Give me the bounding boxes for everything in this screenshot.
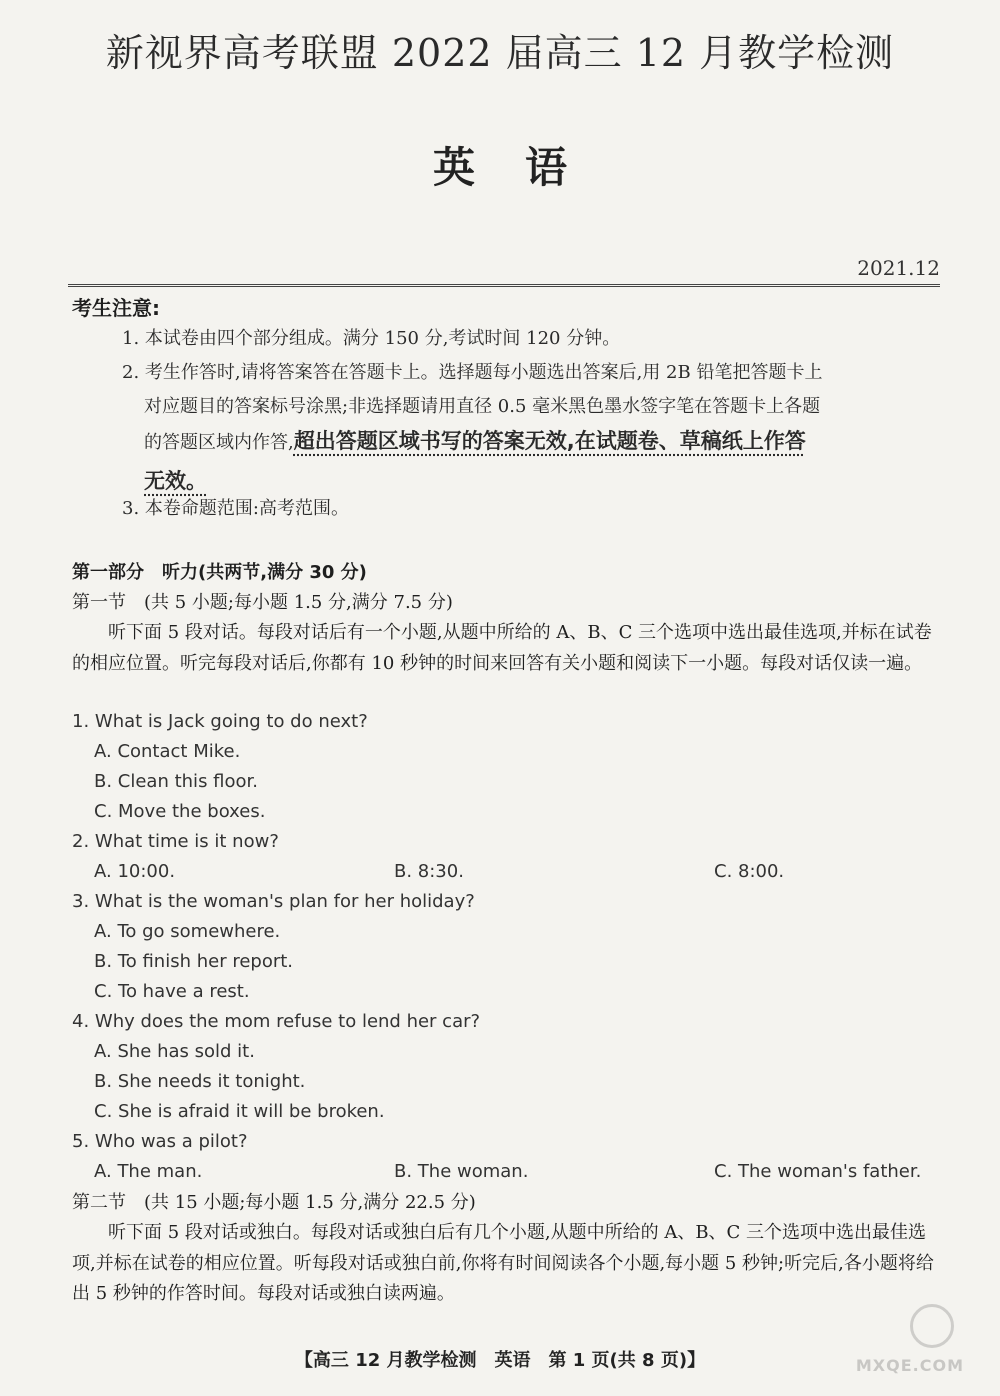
question-2-option-b: B. 8:30. <box>394 861 464 882</box>
exam-date: 2021.12 <box>857 256 940 280</box>
notice-item-3: 3. 本卷命题范围:高考范围。 <box>122 498 349 519</box>
question-5-options <box>72 1157 940 1187</box>
watermark-text: MXQE.COM <box>855 1356 964 1375</box>
question-1-option-c: C. Move the boxes. <box>94 801 266 822</box>
question-4-stem: 4. Why does the mom refuse to lend her car? <box>72 1011 481 1032</box>
question-2-option-a: A. 10:00. <box>94 861 176 882</box>
question-3-option-b: B. To finish her report. <box>94 951 294 972</box>
question-5-option-b: B. The woman. <box>394 1161 529 1182</box>
question-5 <box>72 1127 940 1187</box>
notice-item-2-line2: 对应题目的答案标号涂黑;非选择题请用直径 0.5 毫米黑色墨水签字笔在答题卡上各题 <box>144 396 821 417</box>
question-3-option-c: C. To have a rest. <box>94 981 250 1002</box>
section1-instructions: 听下面 5 段对话。每段对话后有一个小题,从题中所给的 A、B、C 三个选项中选出最佳选项,并标在试卷的相应位置。听完每段对话后,你都有 10 秒钟的时间来回答有关小题和阅读下一小题。每段对话仅读一遍。 <box>72 622 932 674</box>
notice-item-2-line3 <box>122 424 940 460</box>
question-4-option-c: C. She is afraid it will be broken. <box>94 1101 385 1122</box>
question-5-stem: 5. Who was a pilot? <box>72 1131 248 1152</box>
question-1-stem: 1. What is Jack going to do next? <box>72 711 368 732</box>
header-divider <box>68 284 940 287</box>
question-1-option-b: B. Clean this floor. <box>94 771 258 792</box>
notice-item-2-line1: 2. 考生作答时,请将答案答在答题卡上。选择题每小题选出答案后,用 2B 铅笔把答题卡上 <box>122 362 823 383</box>
question-1-option-a: A. Contact Mike. <box>94 741 241 762</box>
question-2-options <box>72 857 940 887</box>
question-1 <box>72 707 940 827</box>
question-2-option-c: C. 8:00. <box>714 861 785 882</box>
question-3-option-a: A. To go somewhere. <box>94 921 281 942</box>
part1-heading: 第一部分 听力(共两节,满分 30 分) <box>72 562 367 583</box>
notice-item-2-emphasis-a: 超出答题区域书写的答案无效,在试题卷、草稿纸上作答 <box>293 429 806 453</box>
notice-item-2-emphasis-b: 无效。 <box>144 469 207 493</box>
question-3 <box>72 887 940 1007</box>
question-5-option-c: C. The woman's father. <box>714 1161 922 1182</box>
notice-item-2 <box>122 356 940 500</box>
watermark-logo-icon <box>910 1304 954 1348</box>
notice-heading: 考生注意: <box>72 296 160 320</box>
subject-title: 英语 <box>432 143 617 192</box>
question-4 <box>72 1007 940 1127</box>
notice-item-2-line3-pre: 的答题区域内作答, <box>144 432 294 453</box>
question-2-stem: 2. What time is it now? <box>72 831 279 852</box>
notice-item-1: 1. 本试卷由四个部分组成。满分 150 分,考试时间 120 分钟。 <box>122 328 621 349</box>
section2-instructions: 听下面 5 段对话或独白。每段对话或独白后有几个小题,从题中所给的 A、B、C 三个选项中选出最佳选项,并标在试卷的相应位置。听每段对话或独白前,你将有时间阅读各个小题,每小题 5 秒钟;听完后,各小题将给出 5 秒钟的作答时间。每段对话或独白读两遍。 <box>72 1222 934 1304</box>
question-4-option-b: B. She needs it tonight. <box>94 1071 306 1092</box>
section1-heading: 第一节 (共 5 小题;每小题 1.5 分,满分 7.5 分) <box>72 592 453 613</box>
question-5-option-a: A. The man. <box>94 1161 203 1182</box>
page-footer: 【高三 12 月教学检测 英语 第 1 页(共 8 页)】 <box>294 1350 706 1371</box>
watermark <box>814 1302 964 1382</box>
section2-heading: 第二节 (共 15 小题;每小题 1.5 分,满分 22.5 分) <box>72 1192 476 1213</box>
question-2 <box>72 827 940 887</box>
exam-title: 新视界高考联盟 2022 届高三 12 月教学检测 <box>105 31 895 75</box>
question-3-stem: 3. What is the woman's plan for her holiday? <box>72 891 475 912</box>
question-4-option-a: A. She has sold it. <box>94 1041 255 1062</box>
